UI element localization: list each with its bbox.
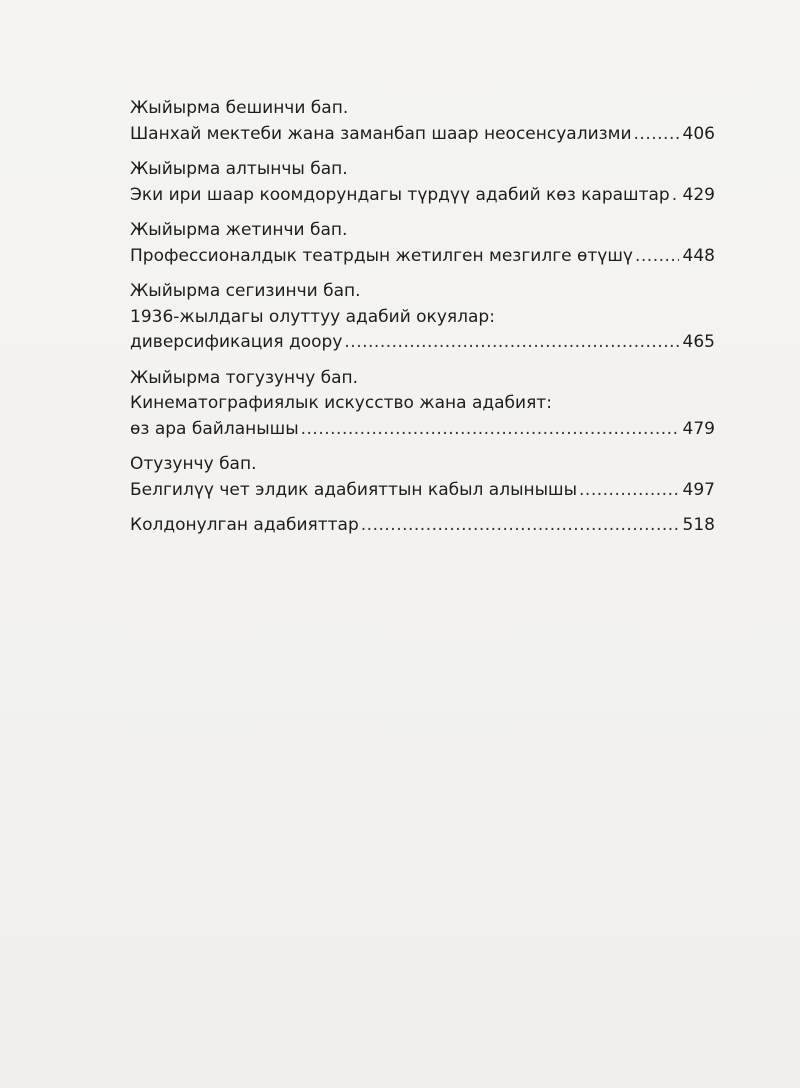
chapter-heading: Жыйырма алтынчы бап.	[130, 159, 348, 179]
dot-leader	[301, 417, 679, 443]
dot-leader	[579, 478, 679, 504]
toc-entry-chapter-29	[130, 366, 715, 443]
page-number: 479	[682, 418, 715, 439]
page-number: 518	[682, 515, 715, 535]
toc-entry-chapter-27	[130, 218, 715, 269]
chapter-title: өз ара байланышы	[130, 418, 299, 439]
chapter-heading: Отузунчу бап.	[130, 454, 257, 474]
chapter-title: Шанхай мектеби жана заманбап шаар неосенсуализми	[130, 123, 632, 144]
page-number: 429	[682, 184, 715, 205]
toc-entry-chapter-28	[130, 279, 715, 356]
chapter-heading: Жыйырма жетинчи бап.	[130, 220, 348, 240]
chapter-title: диверсификация доору	[130, 332, 343, 352]
dot-leader	[361, 513, 679, 539]
dot-leader	[344, 330, 678, 356]
page-number: 406	[682, 123, 715, 144]
dot-leader	[635, 244, 679, 270]
toc-entry-chapter-25	[130, 96, 715, 147]
chapter-title-line: Кинематографиялык искусство жана адабият:	[130, 393, 552, 413]
page-number: 497	[682, 479, 715, 500]
chapter-heading: Жыйырма сегизинчи бап.	[130, 281, 361, 301]
page-number: 465	[682, 332, 715, 352]
toc-entry-chapter-30	[130, 452, 715, 503]
dot-leader	[634, 122, 679, 148]
chapter-title: Эки ири шаар коомдорундагы түрдүү адабий көз караштар	[130, 184, 670, 205]
chapter-title-line: 1936-жылдагы олуттуу адабий окуялар:	[130, 306, 495, 327]
toc-entry-chapter-26	[130, 157, 715, 208]
page-number: 448	[682, 245, 715, 266]
chapter-heading: Жыйырма тогузунчу бап.	[130, 367, 359, 388]
chapter-title: Белгилүү чет элдик адабияттын кабыл алынышы	[130, 479, 578, 500]
toc-entry-references	[130, 513, 715, 539]
references-title: Колдонулган адабияттар	[130, 515, 359, 535]
dot-leader	[672, 183, 679, 209]
table-of-contents	[130, 96, 715, 549]
chapter-title: Профессионалдык театрдын жетилген мезгилге өтүшү	[130, 245, 633, 266]
chapter-heading: Жыйырма бешинчи бап.	[130, 98, 349, 118]
